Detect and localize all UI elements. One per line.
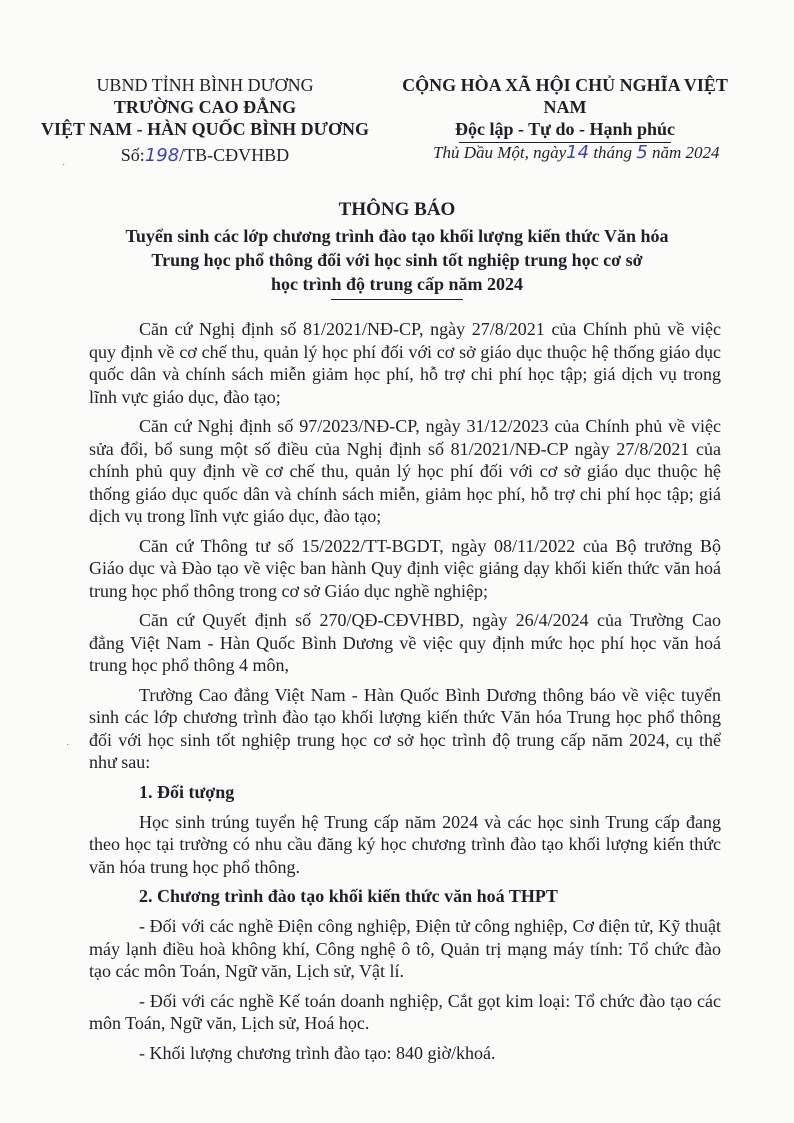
section-1-text: Học sinh trúng tuyển hệ Trung cấp năm 2024 và các học sinh Trung cấp đang theo học tại trường có nhu cầu đăng ký học chương trình đào tạo khối lượng kiến thức văn hóa trung học phổ thông. xyxy=(89,811,721,877)
agency-parent: UBND TỈNH BÌNH DƯƠNG xyxy=(96,75,314,95)
agency-name-line1: TRƯỜNG CAO ĐẲNG xyxy=(113,97,297,117)
scan-speck: · xyxy=(62,160,66,171)
paragraph-legal-basis-2: Căn cứ Nghị định số 97/2023/NĐ-CP, ngày 31/12/2023 của Chính phủ về việc sửa đổi, bổ sung một số điều của Nghị định số 81/2021/NĐ-CP ngày 27/8/2021 của chính phủ quy định về cơ chế thu, quản lý học phí đối với cơ sở giáo dục thuộc hệ thống giáo dục quốc dân và chính sách miễn, giảm học phí, hỗ trợ chi phí học tập; giá dịch vụ trong lĩnh vực giáo dục, đào tạo; xyxy=(89,416,721,526)
document-body xyxy=(89,318,721,1071)
paragraph-legal-basis-1: Căn cứ Nghị định số 81/2021/NĐ-CP, ngày 27/8/2021 của Chính phủ về việc quy định về cơ chế thu, quản lý học phí đối với cơ sở giáo dục thuộc hệ thống giáo dục quốc dân và chính sách miễn giảm học phí, hỗ trợ chi phí học tập; giá dịch vụ trong lĩnh vực giáo dục, đào tạo; xyxy=(89,319,721,407)
agency-name-line2: VIỆT NAM - HÀN QUỐC BÌNH DƯƠNG xyxy=(40,119,369,139)
national-title-block xyxy=(380,74,750,140)
national-name: CỘNG HÒA XÃ HỘI CHỦ NGHĨA VIỆT NAM xyxy=(402,75,728,117)
section-2-item-3: - Khối lượng chương trình đào tạo: 840 giờ/khoá. xyxy=(139,1042,496,1063)
document-number: Số:198/TB-CĐVHBD xyxy=(120,145,290,166)
handwritten-month: 5 xyxy=(636,142,648,163)
paragraph-legal-basis-3: Căn cứ Thông tư số 15/2022/TT-BGDT, ngày 08/11/2022 của Bộ trưởng Bộ Giáo dục và Đào tạo về việc ban hành Quy định việc giảng dạy khối kiến thức văn hoá trung học phổ thông trong cơ sở Giáo dục nghề nghiệp; xyxy=(89,535,721,601)
paragraph-announcement: Trường Cao đẳng Việt Nam - Hàn Quốc Bình Dương thông báo về việc tuyển sinh các lớp chương trình đào tạo khối lượng kiến thức Văn hóa Trung học phổ thông đối với học sinh tốt nghiệp trung học cơ sở học trình độ trung cấp năm 2024, cụ thể như sau: xyxy=(89,684,721,772)
section-2-item-2: - Đối với các nghề Kế toán doanh nghiệp, Cắt gọt kim loại: Tổ chức đào tạo các môn Toán, Ngữ văn, Lịch sử, Hoá học. xyxy=(89,990,721,1033)
issuing-agency-block xyxy=(40,74,370,167)
handwritten-number: 198 xyxy=(144,145,180,166)
title-subtitle-2: Trung học phổ thông đối với học sinh tốt nghiệp trung học cơ sở xyxy=(151,250,643,270)
section-2-item-1: - Đối với các nghề Điện công nghiệp, Điện tử công nghiệp, Cơ điện tử, Kỹ thuật máy lạnh điều hoà không khí, Công nghệ ô tô, Quản trị mạng máy tính: Tổ chức đào tạo các môn Toán, Ngữ văn, Lịch sử, Vật lí. xyxy=(89,916,721,981)
title-heading: THÔNG BÁO xyxy=(338,199,456,220)
title-subtitle-1: Tuyển sinh các lớp chương trình đào tạo khối lượng kiến thức Văn hóa xyxy=(125,226,669,246)
paragraph-legal-basis-4: Căn cứ Quyết định số 270/QĐ-CĐVHBD, ngày 26/4/2024 của Trường Cao đẳng Việt Nam - Hàn Quốc Bình Dương về việc quy định mức học phí học văn hoá trung học phổ thông 4 môn, xyxy=(89,610,721,675)
section-1-heading: 1. Đối tượng xyxy=(139,781,235,802)
national-motto: Độc lập - Tự do - Hạnh phúc xyxy=(454,119,676,139)
title-subtitle-3: học trình độ trung cấp năm 2024 xyxy=(270,274,524,294)
scan-speck: · xyxy=(66,740,70,751)
section-2-heading: 2. Chương trình đào tạo khối kiến thức văn hoá THPT xyxy=(139,886,558,906)
document-title xyxy=(60,198,734,296)
place-date: Thủ Dầu Một, ngày14 tháng 5 năm 2024 xyxy=(433,142,720,163)
handwritten-day: 14 xyxy=(566,142,590,163)
